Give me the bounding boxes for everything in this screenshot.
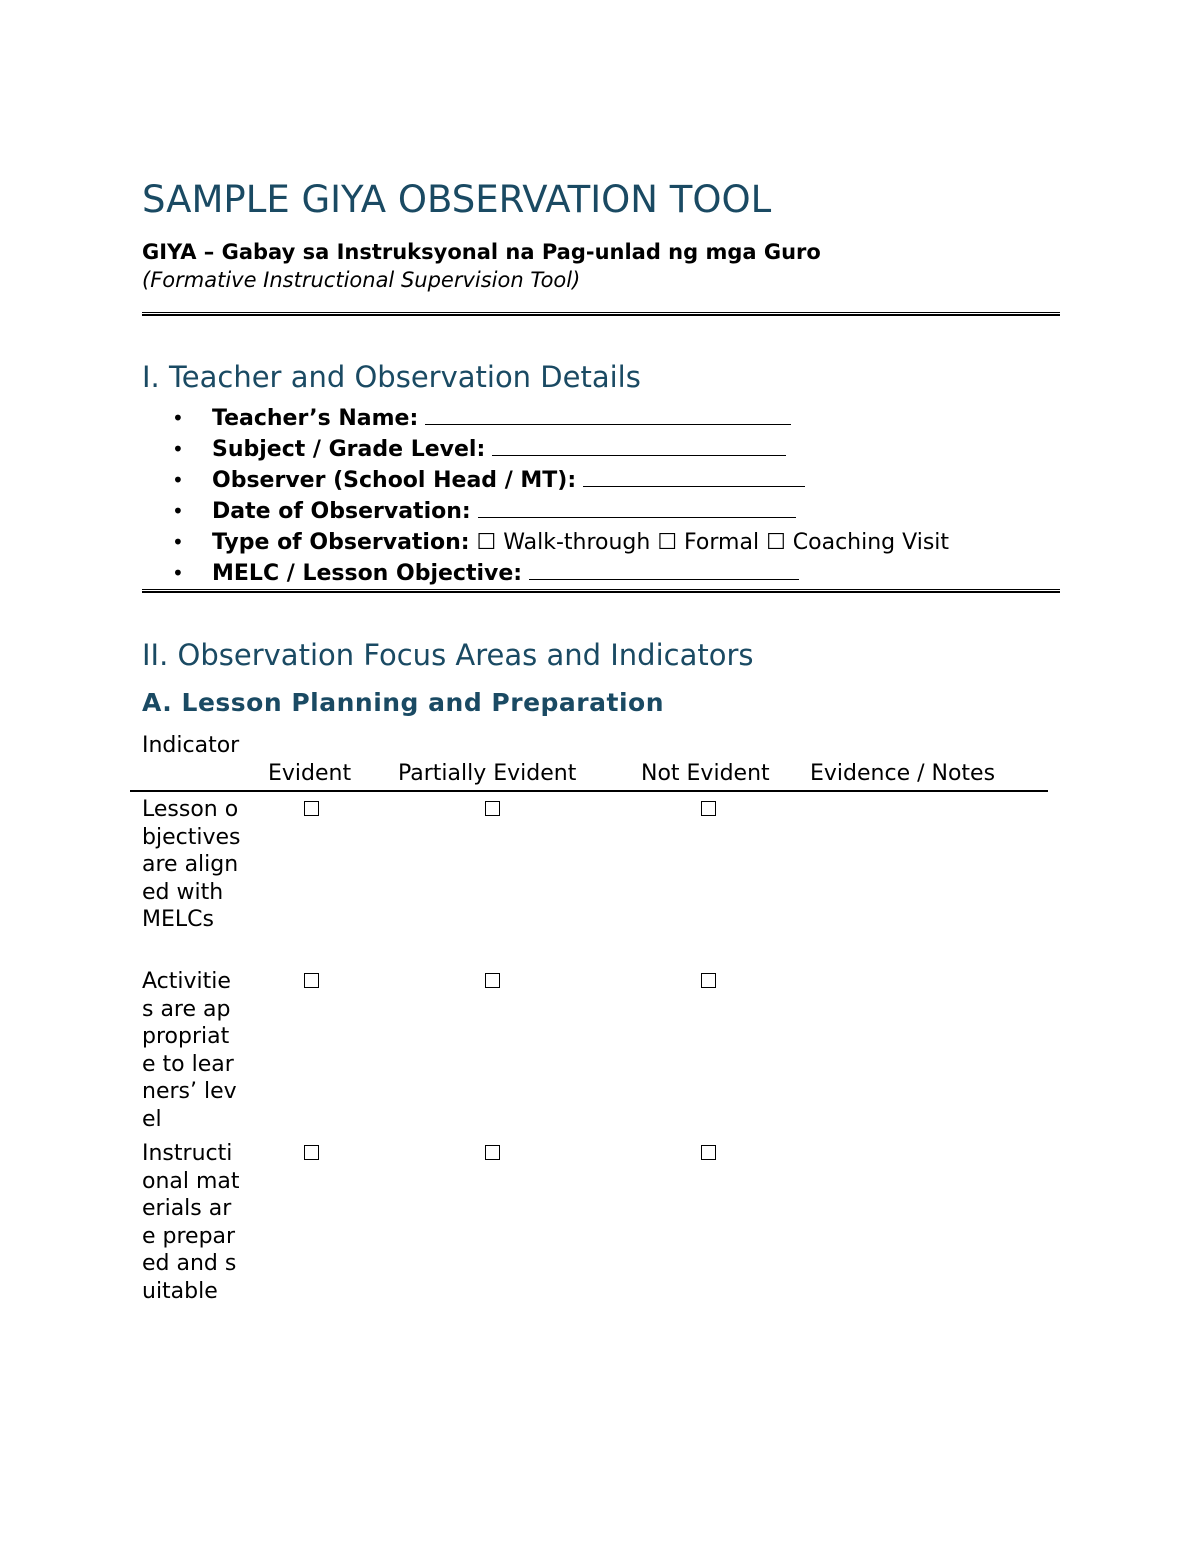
formal-checkbox[interactable]: ☐ Formal bbox=[657, 530, 760, 555]
not-evident-checkbox[interactable] bbox=[701, 1145, 716, 1160]
list-item bbox=[172, 559, 949, 590]
horizontal-rule bbox=[142, 312, 1060, 316]
teacher-name-label: Teacher’s Name: bbox=[212, 406, 419, 431]
walkthrough-checkbox[interactable]: ☐ Walk-through bbox=[476, 530, 651, 555]
teacher-name-field[interactable] bbox=[425, 404, 791, 425]
bullet-icon: • bbox=[172, 468, 184, 492]
bullet-icon: • bbox=[172, 499, 184, 523]
indicator-cell: Instructional materials are prepared and suitable bbox=[142, 1141, 240, 1304]
observer-label: Observer (School Head / MT): bbox=[212, 468, 577, 493]
document-subtitle: GIYA – Gabay sa Instruksyonal na Pag-unlad ng mga Guro bbox=[142, 240, 821, 264]
subject-grade-field[interactable] bbox=[492, 435, 786, 456]
indicator-cell: Activities are appropriate to learners’ level bbox=[142, 969, 237, 1132]
table-header-divider bbox=[130, 790, 1048, 792]
partially-evident-checkbox[interactable] bbox=[485, 801, 500, 816]
bullet-icon: • bbox=[172, 406, 184, 430]
bullet-icon: • bbox=[172, 561, 184, 585]
bullet-icon: • bbox=[172, 530, 184, 554]
indicator-cell: Lesson objectives are aligned with MELCs bbox=[142, 797, 241, 932]
column-header-partially-evident: Partially Evident bbox=[398, 761, 577, 786]
not-evident-checkbox[interactable] bbox=[701, 973, 716, 988]
subject-grade-label: Subject / Grade Level: bbox=[212, 437, 486, 462]
document-title: SAMPLE GIYA OBSERVATION TOOL bbox=[142, 178, 772, 221]
list-item bbox=[172, 435, 949, 466]
document-subtitle-italic: (Formative Instructional Supervision Tool) bbox=[142, 268, 581, 292]
list-item bbox=[172, 528, 949, 559]
subsection-a-heading: A. Lesson Planning and Preparation bbox=[142, 688, 664, 717]
date-field[interactable] bbox=[478, 497, 796, 518]
list-item bbox=[172, 497, 949, 528]
melc-objective-field[interactable] bbox=[529, 559, 799, 580]
column-header-not-evident: Not Evident bbox=[641, 761, 770, 786]
column-header-evident: Evident bbox=[268, 761, 352, 786]
observation-type-label: Type of Observation: bbox=[212, 530, 470, 555]
partially-evident-checkbox[interactable] bbox=[485, 973, 500, 988]
evident-checkbox[interactable] bbox=[304, 1145, 319, 1160]
date-label: Date of Observation: bbox=[212, 499, 471, 524]
list-item bbox=[172, 404, 949, 435]
bullet-icon: • bbox=[172, 437, 184, 461]
column-header-evidence-notes: Evidence / Notes bbox=[810, 761, 996, 786]
partially-evident-checkbox[interactable] bbox=[485, 1145, 500, 1160]
observer-field[interactable] bbox=[583, 466, 805, 487]
column-header-indicator: Indicator bbox=[142, 733, 240, 758]
melc-objective-label: MELC / Lesson Objective: bbox=[212, 561, 523, 586]
section-1-heading: I. Teacher and Observation Details bbox=[142, 360, 641, 394]
evident-checkbox[interactable] bbox=[304, 973, 319, 988]
horizontal-rule bbox=[142, 589, 1060, 593]
coaching-visit-checkbox[interactable]: ☐ Coaching Visit bbox=[766, 530, 950, 555]
details-list bbox=[172, 404, 949, 590]
not-evident-checkbox[interactable] bbox=[701, 801, 716, 816]
list-item bbox=[172, 466, 949, 497]
evident-checkbox[interactable] bbox=[304, 801, 319, 816]
section-2-heading: II. Observation Focus Areas and Indicators bbox=[142, 638, 754, 672]
